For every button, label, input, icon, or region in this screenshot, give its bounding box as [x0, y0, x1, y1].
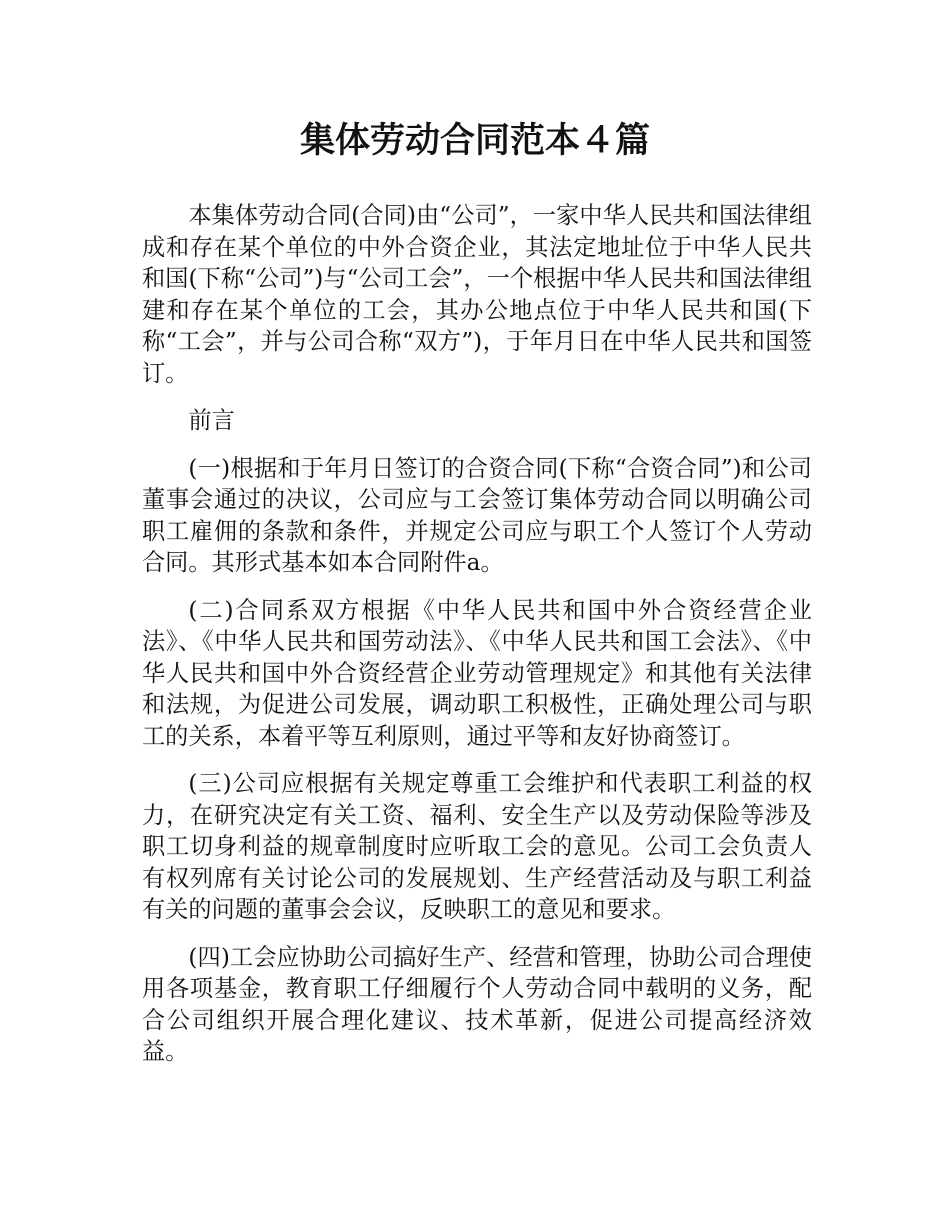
paragraph-clause-1: (一)根据和于年月日签订的合资合同(下称“合资合同”)和公司董事会通过的决议，公司应与工会签订集体劳动合同以明确公司职工雇佣的条款和条件，并规定公司应与职工个人签订个人劳动合同。其形式基本如本合同附件a。 — [142, 454, 812, 576]
paragraph-clause-4: (四)工会应协助公司搞好生产、经营和管理，协助公司合理使用各项基金，教育职工仔细履行个人劳动合同中载明的义务，配合公司组织开展合理化建议、技术革新，促进公司提高经济效益。 — [142, 943, 812, 1065]
paragraph-clause-2: (二)合同系双方根据《中华人民共和国中外合资经营企业法》、《中华人民共和国劳动法》、《中华人民共和国工会法》、《中华人民共和国中外合资经营企业劳动管理规定》和其他有关法律和法规，为促进公司发展，调动职工积极性，正确处理公司与职工的关系，本着平等互利原则，通过平等和友好协商签订。 — [142, 596, 812, 750]
document-title: 集体劳动合同范本４篇 — [299, 121, 650, 161]
document-body — [142, 200, 812, 1084]
paragraph-intro: 本集体劳动合同(合同)由“公司”，一家中华人民共和国法律组成和存在某个单位的中外合资企业，其法定地址位于中华人民共和国(下称“公司”)与“公司工会”，一个根据中华人民共和国法律组建和存在某个单位的工会，其办公地点位于中华人民共和国(下称“工会”，并与公司合称“双方”)，于年月日在中华人民共和国签订。 — [142, 202, 812, 387]
paragraph-preface-heading: 前言 — [188, 407, 235, 434]
paragraph-clause-3: (三)公司应根据有关规定尊重工会维护和代表职工利益的权力，在研究决定有关工资、福利、安全生产以及劳动保险等涉及职工切身利益的规章制度时应听取工会的意见。公司工会负责人有权列席有关讨论公司的发展规划、生产经营活动及与职工利益有关的问题的董事会会议，反映职工的意见和要求。 — [142, 770, 812, 923]
